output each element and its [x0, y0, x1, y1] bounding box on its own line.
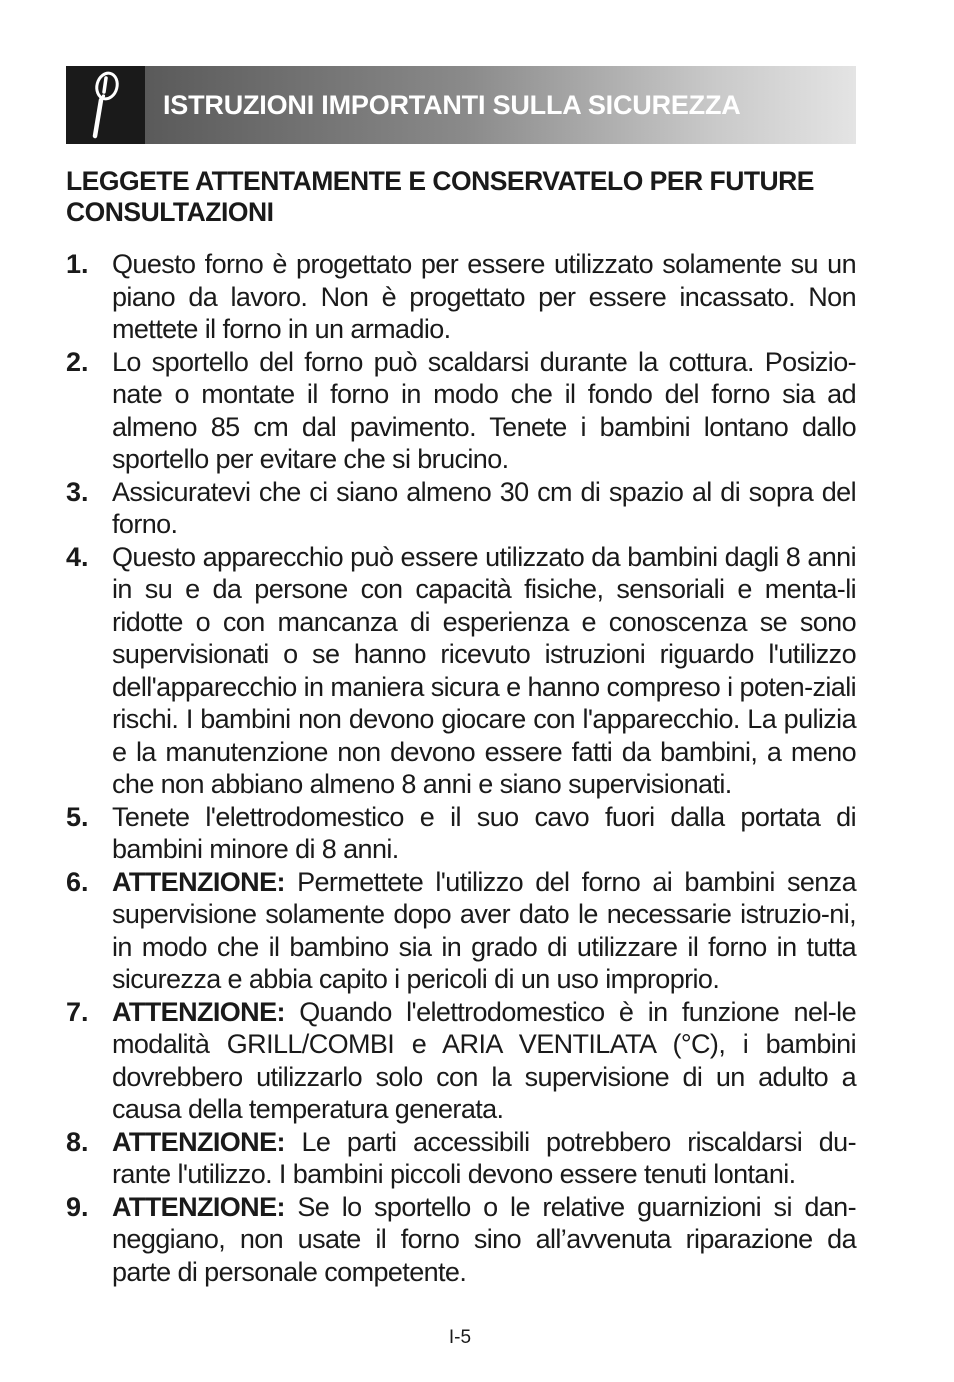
safety-list	[66, 248, 856, 1288]
item-text: Se lo sportello o le relative guarnizioni si dan-neggiano, non usate il forno sino all’avvenuta riparazione da parte di personale competente.	[112, 1191, 856, 1287]
item-text: Questo apparecchio può essere utilizzato da bambini dagli 8 anni in su e da persone con capacità fisiche, sensoriali e menta-li ridotte o con mancanza di esperienza e conoscenza se sono supervisionati o se hanno ricevuto istruzioni riguardo l'utilizzo dell'apparecchio in maniera sicura e hanno compreso i poten-ziali rischi. I bambini non devono giocare con l'apparecchio. La pulizia e la manutenzione non devono essere fatti da bambini, a meno che non abbiano almeno 8 anni e siano supervisionati.	[112, 541, 856, 799]
list-item	[66, 801, 856, 866]
list-item	[66, 866, 856, 996]
item-text: Permettete l'utilizzo del forno ai bambini senza supervisione solamente dopo aver dato le necessarie istruzio-ni, in modo che il bambino sia in grado di utilizzare il forno in tutta sicurezza e abbia capito i pericoli di un uso improprio.	[112, 866, 856, 994]
warning-label: ATTENZIONE:	[112, 996, 285, 1027]
item-number: 7.	[66, 996, 89, 1027]
item-number: 6.	[66, 866, 89, 897]
section-header	[66, 66, 856, 144]
item-text: Tenete l'elettrodomestico e il suo cavo fuori dalla portata di bambini minore di 8 anni.	[112, 801, 856, 864]
list-item	[66, 541, 856, 801]
list-item	[66, 1191, 856, 1289]
warning-label: ATTENZIONE:	[112, 1191, 285, 1222]
item-text: Assicuratevi che ci siano almeno 30 cm di spazio al di sopra del forno.	[112, 476, 856, 539]
warning-label: ATTENZIONE:	[112, 1126, 285, 1157]
item-number: 8.	[66, 1126, 89, 1157]
item-number: 5.	[66, 801, 89, 832]
item-text: Questo forno è progettato per essere utilizzato solamente su un piano da lavoro. Non è progettato per essere incassato. Non mettete il forno in un armadio.	[112, 249, 856, 344]
info-exclamation-icon	[66, 66, 145, 144]
item-text: Lo sportello del forno può scaldarsi durante la cottura. Posizio-nate o montate il forno in modo che il fondo del forno sia ad almeno 85 cm dal pavimento. Tenete i bambini lontano dallo sportello per evitare che si brucino.	[112, 346, 856, 474]
list-item	[66, 476, 856, 541]
item-text: Le parti accessibili potrebbero riscaldarsi du-rante l'utilizzo. I bambini piccoli devono essere tenuti lontani.	[112, 1126, 856, 1189]
warning-label: ATTENZIONE:	[112, 866, 285, 897]
page-number: I-5	[448, 1327, 472, 1348]
item-number: 1.	[66, 249, 89, 279]
list-item	[66, 996, 856, 1126]
item-number: 2.	[66, 346, 89, 377]
item-number: 4.	[66, 541, 89, 572]
list-item	[66, 1126, 856, 1191]
item-number: 9.	[66, 1191, 89, 1222]
subtitle: LEGGETE ATTENTAMENTE E CONSERVATELO PER FUTURE CONSULTAZIONI	[66, 166, 814, 227]
item-text: Quando l'elettrodomestico è in funzione nel-le modalità GRILL/COMBI e ARIA VENTILATA (°C), i bambini dovrebbero utilizzarlo solo con la supervisione di un adulto a causa della temperatura generata.	[112, 996, 856, 1124]
item-number: 3.	[66, 476, 89, 507]
list-item	[66, 346, 856, 476]
list-item	[66, 248, 856, 346]
header-bar	[145, 66, 856, 144]
section-title: ISTRUZIONI IMPORTANTI SULLA SICUREZZA	[163, 89, 741, 120]
